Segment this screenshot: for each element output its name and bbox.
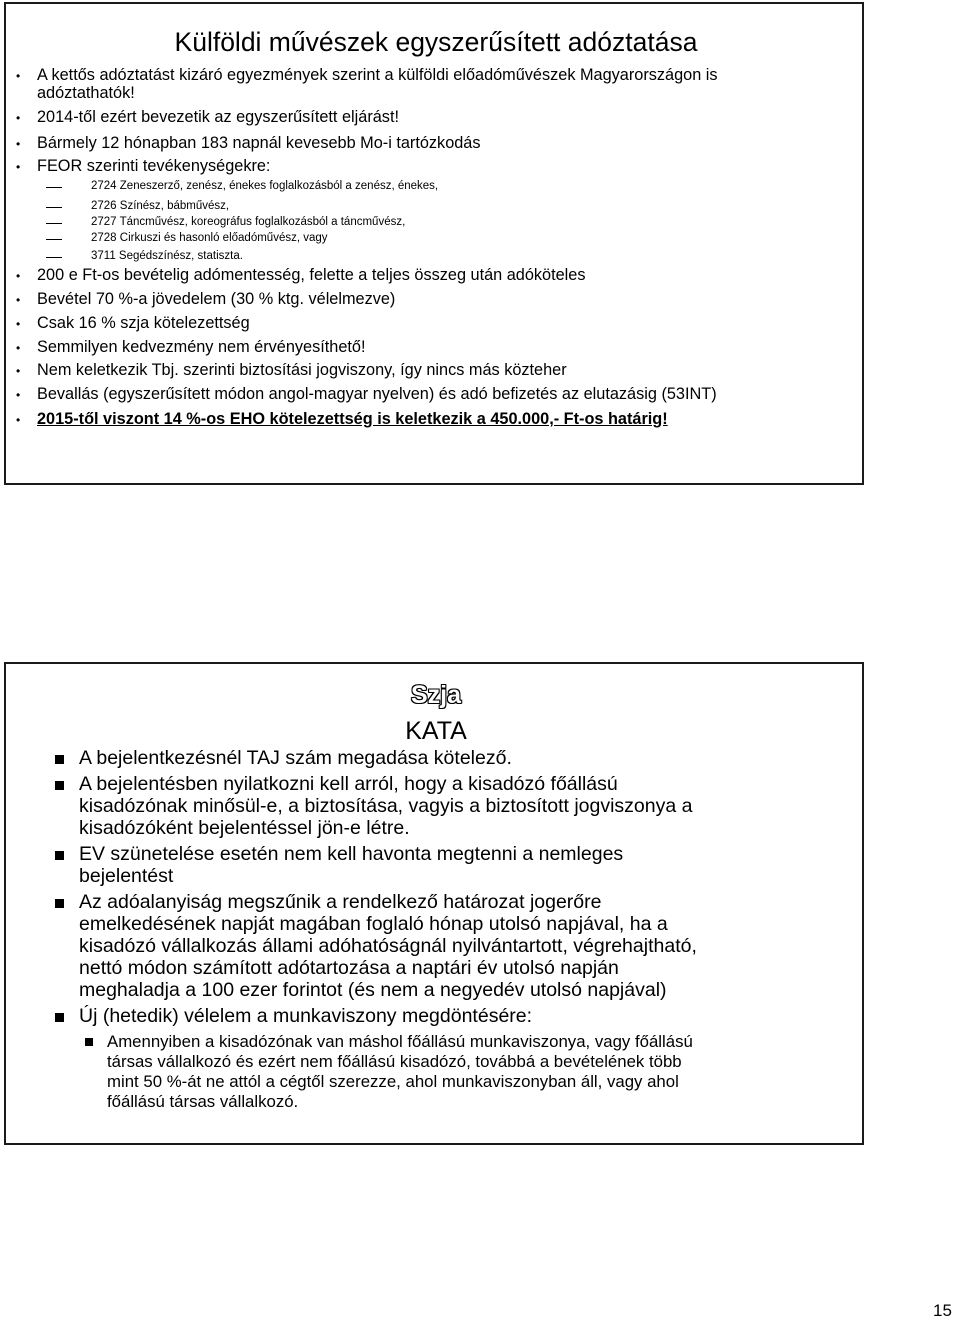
square-bullet bbox=[55, 755, 64, 764]
slide-title: Külföldi művészek egyszerűsített adóztatása bbox=[174, 27, 698, 57]
list-item-cont: bejelentést bbox=[79, 865, 174, 887]
bullet-text: Semmilyen kedvezmény nem érvényesíthető! bbox=[37, 338, 366, 356]
slide-foreign-artists bbox=[4, 2, 864, 485]
dash-marker bbox=[46, 257, 62, 258]
page-number: 15 bbox=[933, 1301, 952, 1320]
bullet-text: Nem keletkezik Tbj. szerinti biztosítási jogviszony, így nincs más közteher bbox=[37, 361, 567, 379]
list-item: A bejelentkezésnél TAJ szám megadása kötelező. bbox=[79, 747, 512, 769]
bullet-dot: • bbox=[16, 388, 21, 402]
feor-item: 2728 Cirkuszi és hasonló előadóművész, vagy bbox=[91, 232, 328, 244]
bullet-dot: • bbox=[16, 293, 21, 307]
list-item: Az adóalanyiság megszűnik a rendelkező határozat jogerőre bbox=[79, 891, 602, 913]
list-item: Új (hetedik) vélelem a munkaviszony megdöntésére: bbox=[79, 1005, 533, 1027]
feor-item: 3711 Segédszínész, statiszta. bbox=[91, 250, 243, 262]
slide-szja-kata bbox=[4, 662, 864, 1145]
bullet-dot: • bbox=[16, 341, 21, 355]
slide-subheading: KATA bbox=[405, 717, 467, 745]
bullet-text-cont: adóztathatók! bbox=[37, 84, 135, 102]
bullet-dot: • bbox=[16, 137, 21, 151]
bullet-text: FEOR szerinti tevékenységekre: bbox=[37, 157, 271, 175]
bullet-dot: • bbox=[16, 111, 21, 125]
list-item: EV szünetelése esetén nem kell havonta megtenni a nemleges bbox=[79, 843, 624, 865]
square-bullet bbox=[55, 781, 64, 790]
slide-heading: Szja bbox=[410, 681, 462, 709]
feor-item: 2724 Zeneszerző, zenész, énekes foglalkozásból a zenész, énekes, bbox=[91, 180, 439, 192]
bullet-dot: • bbox=[16, 413, 21, 427]
bullet-text: Csak 16 % szja kötelezettség bbox=[37, 314, 250, 332]
square-bullet bbox=[55, 851, 64, 860]
dash-marker bbox=[46, 223, 62, 224]
bullet-text: A kettős adóztatást kizáró egyezmények szerint a külföldi előadóművészek Magyarországon is bbox=[37, 66, 718, 84]
list-item-cont: kisadózó vállalkozás állami adóhatóságnál nyilvántartott, végrehajtható, bbox=[79, 935, 697, 957]
list-item-cont: meghaladja a 100 ezer forintot (és nem a negyedév utolsó napjával) bbox=[79, 979, 667, 1001]
sub-list-item-cont: főállású társas vállalkozó. bbox=[107, 1092, 299, 1111]
square-bullet bbox=[55, 1013, 64, 1022]
bullet-dot: • bbox=[16, 364, 21, 378]
bullet-text: 2014-től ezért bevezetik az egyszerűsített eljárást! bbox=[37, 108, 399, 126]
bullet-dot: • bbox=[16, 269, 21, 283]
sub-list-item-cont: társas vállalkozó és ezért nem főállású kisadózó, továbbá a bevételének több bbox=[107, 1052, 682, 1071]
dash-marker bbox=[46, 239, 62, 240]
bullet-text: Bevallás (egyszerűsített módon angol-magyar nyelven) és adó befizetés az elutazásig (53INT) bbox=[37, 385, 717, 403]
bullet-text-emphasis: 2015-től viszont 14 %-os EHO kötelezettség is keletkezik a 450.000,- Ft-os határig! bbox=[37, 410, 668, 428]
sub-list-item: Amennyiben a kisadózónak van máshol főállású munkaviszonya, vagy főállású bbox=[107, 1032, 693, 1051]
list-item: A bejelentésben nyilatkozni kell arról, hogy a kisadózó főállású bbox=[79, 773, 618, 795]
square-bullet bbox=[55, 899, 64, 908]
dash-marker bbox=[46, 187, 62, 188]
list-item-cont: kisadózóként bejelentéssel jön-e létre. bbox=[79, 817, 410, 839]
bullet-dot: • bbox=[16, 317, 21, 331]
dash-marker bbox=[46, 207, 62, 208]
list-item-cont: emelkedésének napját magában foglaló hónap utolsó napjával, ha a bbox=[79, 913, 668, 935]
list-item-cont: kisadózónak minősül-e, a biztosítása, vagyis a biztosított jogviszonya a bbox=[79, 795, 693, 817]
list-item-cont: nettó módon számított adótartozása a naptári év utolsó napján bbox=[79, 957, 619, 979]
bullet-text: Bármely 12 hónapban 183 napnál kevesebb Mo-i tartózkodás bbox=[37, 134, 481, 152]
sub-list-item-cont: mint 50 %-át ne attól a cégtől szerezze, ahol munkaviszonyban áll, vagy ahol bbox=[107, 1072, 679, 1091]
square-bullet-small bbox=[85, 1038, 93, 1046]
feor-item: 2727 Táncművész, koreográfus foglalkozásból a táncművész, bbox=[91, 216, 406, 228]
feor-item: 2726 Színész, bábművész, bbox=[91, 200, 230, 212]
bullet-text: 200 e Ft-os bevételig adómentesség, felette a teljes összeg után adóköteles bbox=[37, 266, 586, 284]
bullet-dot: • bbox=[16, 69, 21, 83]
bullet-text: Bevétel 70 %-a jövedelem (30 % ktg. vélelmezve) bbox=[37, 290, 396, 308]
bullet-dot: • bbox=[16, 160, 21, 174]
